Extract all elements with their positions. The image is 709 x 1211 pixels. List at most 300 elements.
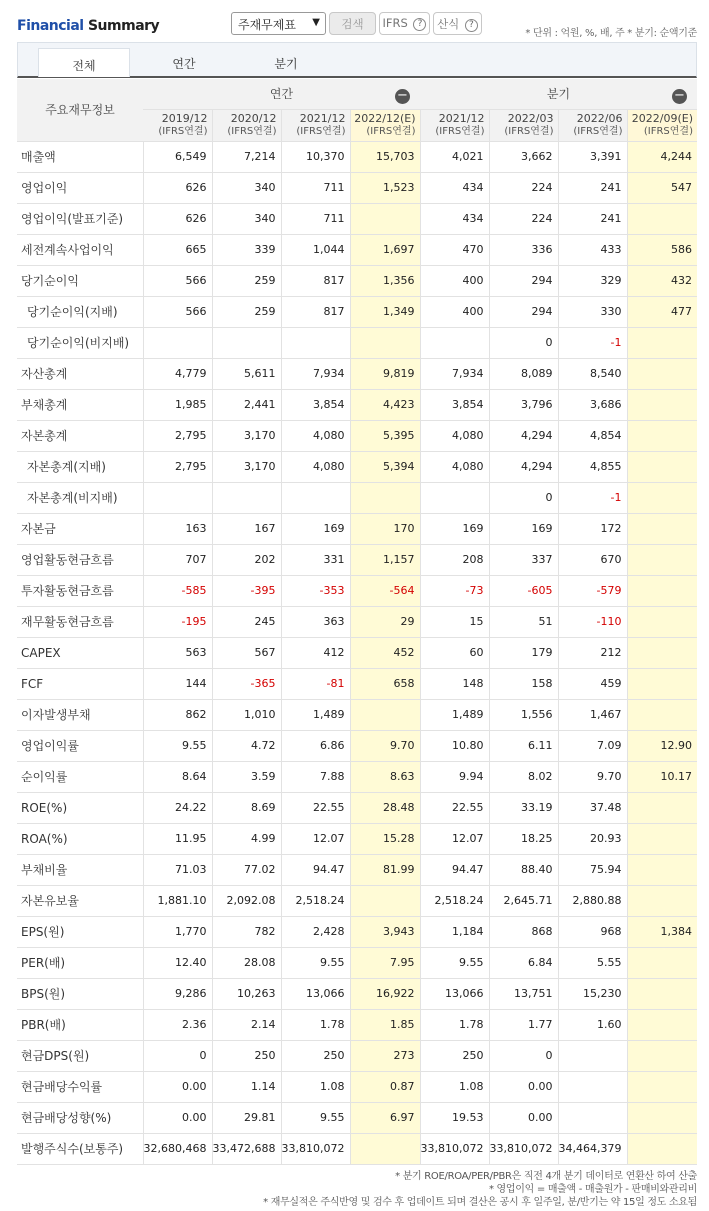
- table-cell: [350, 327, 420, 358]
- table-cell: 9,819: [350, 358, 420, 389]
- table-cell: 547: [627, 172, 697, 203]
- table-row: [17, 1040, 697, 1071]
- tab-annual[interactable]: 연간: [172, 57, 196, 71]
- column-header: [350, 109, 420, 141]
- table-cell: 94.47: [420, 854, 489, 885]
- table-cell: 707: [143, 544, 212, 575]
- table-cell: 626: [143, 203, 212, 234]
- table-row: [17, 1009, 697, 1040]
- table-cell: 163: [143, 513, 212, 544]
- column-header: [558, 109, 627, 141]
- table-cell: 2,428: [281, 916, 350, 947]
- row-label: 이자발생부채: [17, 699, 143, 730]
- table-cell: 862: [143, 699, 212, 730]
- table-row: [17, 420, 697, 451]
- table-cell: -195: [143, 606, 212, 637]
- table-cell: 7.95: [350, 947, 420, 978]
- table-cell: 0.00: [143, 1071, 212, 1102]
- table-cell: 626: [143, 172, 212, 203]
- table-cell: 336: [489, 234, 558, 265]
- table-cell: 75.94: [558, 854, 627, 885]
- row-label: 재무활동현금흐름: [17, 606, 143, 637]
- table-cell: -1: [558, 482, 627, 513]
- table-cell: [350, 482, 420, 513]
- table-cell: 169: [420, 513, 489, 544]
- row-label: 현금배당수익률: [17, 1071, 143, 1102]
- table-cell: 241: [558, 203, 627, 234]
- collapse-quarter-icon[interactable]: −: [672, 89, 687, 104]
- table-cell: 868: [489, 916, 558, 947]
- table-cell: 9.70: [350, 730, 420, 761]
- table-cell: 2,518.24: [281, 885, 350, 916]
- period-tabs: [17, 42, 697, 78]
- table-cell: 15: [420, 606, 489, 637]
- brand-part1: Financial: [17, 18, 84, 34]
- table-row: [17, 761, 697, 792]
- table-row: [17, 234, 697, 265]
- table-cell: 567: [212, 637, 281, 668]
- column-basis: (IFRS연결): [158, 126, 208, 137]
- table-cell: 477: [627, 296, 697, 327]
- table-cell: [627, 1040, 697, 1071]
- table-cell: 18.25: [489, 823, 558, 854]
- column-period: 2019/12: [161, 112, 208, 125]
- table-cell: -579: [558, 575, 627, 606]
- row-label: EPS(원): [17, 916, 143, 947]
- column-header: [420, 109, 489, 141]
- table-cell: 4,080: [420, 420, 489, 451]
- table-cell: 566: [143, 296, 212, 327]
- table-cell: 29.81: [212, 1102, 281, 1133]
- table-cell: [627, 203, 697, 234]
- table-cell: [143, 482, 212, 513]
- ifrs-help-button[interactable]: [379, 12, 430, 35]
- table-cell: 1,697: [350, 234, 420, 265]
- table-cell: 3,662: [489, 141, 558, 172]
- column-header: [627, 109, 697, 141]
- table-cell: 4,294: [489, 420, 558, 451]
- table-cell: [558, 1071, 627, 1102]
- row-label: 자본유보율: [17, 885, 143, 916]
- table-row: [17, 947, 697, 978]
- table-cell: 33,810,072: [420, 1133, 489, 1164]
- table-cell: [627, 420, 697, 451]
- table-cell: 0: [489, 1040, 558, 1071]
- table-cell: 241: [558, 172, 627, 203]
- table-cell: 1,349: [350, 296, 420, 327]
- row-label: FCF: [17, 668, 143, 699]
- row-label: 세전계속사업이익: [17, 234, 143, 265]
- table-cell: 28.48: [350, 792, 420, 823]
- table-cell: 6.86: [281, 730, 350, 761]
- table-cell: 4.72: [212, 730, 281, 761]
- table-cell: 94.47: [281, 854, 350, 885]
- table-cell: [420, 327, 489, 358]
- table-cell: 15.28: [350, 823, 420, 854]
- table-cell: 22.55: [420, 792, 489, 823]
- table-cell: 3,854: [281, 389, 350, 420]
- table-cell: 400: [420, 296, 489, 327]
- table-cell: 2,795: [143, 420, 212, 451]
- table-cell: 1.14: [212, 1071, 281, 1102]
- table-cell: 665: [143, 234, 212, 265]
- table-cell: [627, 947, 697, 978]
- column-period: 2020/12: [230, 112, 277, 125]
- table-cell: 33,472,688: [212, 1133, 281, 1164]
- column-header: [143, 109, 212, 141]
- row-label: CAPEX: [17, 637, 143, 668]
- table-cell: 1,881.10: [143, 885, 212, 916]
- table-cell: 470: [420, 234, 489, 265]
- row-label: 투자활동현금흐름: [17, 575, 143, 606]
- table-cell: 1.08: [420, 1071, 489, 1102]
- table-row: [17, 172, 697, 203]
- table-cell: 7,214: [212, 141, 281, 172]
- table-row: [17, 327, 697, 358]
- row-label: 자본총계(지배): [17, 451, 143, 482]
- table-cell: 1,157: [350, 544, 420, 575]
- table-cell: 2,518.24: [420, 885, 489, 916]
- table-row: [17, 451, 697, 482]
- column-period: 2022/09(E): [631, 112, 693, 125]
- column-basis: (IFRS연결): [643, 126, 693, 137]
- table-cell: 8,089: [489, 358, 558, 389]
- table-row: [17, 885, 697, 916]
- table-cell: 3,943: [350, 916, 420, 947]
- table-cell: 1,467: [558, 699, 627, 730]
- table-cell: 6.11: [489, 730, 558, 761]
- table-cell: 1.08: [281, 1071, 350, 1102]
- table-cell: [627, 668, 697, 699]
- table-cell: 33,810,072: [281, 1133, 350, 1164]
- annual-group-label: 연간: [269, 87, 294, 102]
- table-cell: 13,751: [489, 978, 558, 1009]
- table-cell: 158: [489, 668, 558, 699]
- table-cell: 434: [420, 203, 489, 234]
- row-label: ROE(%): [17, 792, 143, 823]
- table-cell: 0.00: [489, 1071, 558, 1102]
- row-label: 자본총계(비지배): [17, 482, 143, 513]
- table-cell: 9,286: [143, 978, 212, 1009]
- table-cell: 670: [558, 544, 627, 575]
- table-cell: 1,985: [143, 389, 212, 420]
- table-cell: 13,066: [420, 978, 489, 1009]
- table-cell: 563: [143, 637, 212, 668]
- table-cell: [627, 575, 697, 606]
- table-cell: -110: [558, 606, 627, 637]
- table-cell: 711: [281, 172, 350, 203]
- row-label: 당기순이익(지배): [17, 296, 143, 327]
- table-cell: 1.78: [281, 1009, 350, 1040]
- table-cell: 33,810,072: [489, 1133, 558, 1164]
- table-cell: 0: [489, 482, 558, 513]
- row-label: 부채비율: [17, 854, 143, 885]
- table-cell: 9.55: [281, 947, 350, 978]
- table-row: [17, 730, 697, 761]
- table-cell: 28.08: [212, 947, 281, 978]
- toolbar: [0, 0, 709, 44]
- table-cell: 24.22: [143, 792, 212, 823]
- table-cell: [627, 544, 697, 575]
- table-cell: [350, 885, 420, 916]
- column-period: 2022/03: [507, 112, 554, 125]
- table-cell: 8.69: [212, 792, 281, 823]
- table-cell: 7,934: [420, 358, 489, 389]
- table-cell: 169: [281, 513, 350, 544]
- table-cell: 2.36: [143, 1009, 212, 1040]
- table-cell: 1.60: [558, 1009, 627, 1040]
- table-cell: 4,294: [489, 451, 558, 482]
- table-cell: [627, 885, 697, 916]
- statement-select[interactable]: [231, 12, 326, 35]
- table-cell: 968: [558, 916, 627, 947]
- table-cell: 8.63: [350, 761, 420, 792]
- table-cell: 337: [489, 544, 558, 575]
- table-row: [17, 265, 697, 296]
- table-cell: 6,549: [143, 141, 212, 172]
- table-cell: 9.55: [420, 947, 489, 978]
- table-cell: 15,230: [558, 978, 627, 1009]
- table-cell: 9.70: [558, 761, 627, 792]
- table-cell: 7.88: [281, 761, 350, 792]
- table-cell: -353: [281, 575, 350, 606]
- column-period: 2021/12: [438, 112, 485, 125]
- table-cell: 339: [212, 234, 281, 265]
- table-cell: [627, 451, 697, 482]
- table-cell: [350, 1133, 420, 1164]
- table-cell: 5.55: [558, 947, 627, 978]
- table-cell: 37.48: [558, 792, 627, 823]
- table-cell: 2,092.08: [212, 885, 281, 916]
- table-cell: 400: [420, 265, 489, 296]
- table-cell: 13,066: [281, 978, 350, 1009]
- table-cell: 144: [143, 668, 212, 699]
- formula-label: 산식: [437, 17, 460, 31]
- table-cell: 2,441: [212, 389, 281, 420]
- table-cell: [281, 482, 350, 513]
- table-cell: 3,391: [558, 141, 627, 172]
- footnote: * 분기 ROE/ROA/PER/PBR은 직전 4개 분기 데이터로 연환산 하여 산출: [395, 1171, 697, 1182]
- table-cell: 16,922: [350, 978, 420, 1009]
- table-cell: 170: [350, 513, 420, 544]
- row-label: 당기순이익: [17, 265, 143, 296]
- table-cell: 60: [420, 637, 489, 668]
- tab-all[interactable]: 전체: [38, 48, 130, 77]
- column-basis: (IFRS연결): [435, 126, 485, 137]
- table-row: [17, 141, 697, 172]
- row-label: 자산총계: [17, 358, 143, 389]
- table-cell: 12.90: [627, 730, 697, 761]
- table-cell: 433: [558, 234, 627, 265]
- table-cell: 412: [281, 637, 350, 668]
- table-cell: 432: [627, 265, 697, 296]
- table-cell: 3.59: [212, 761, 281, 792]
- row-label: 현금배당성향(%): [17, 1102, 143, 1133]
- tab-quarter[interactable]: 분기: [274, 57, 298, 71]
- table-cell: 0.00: [143, 1102, 212, 1133]
- table-cell: 4,854: [558, 420, 627, 451]
- table-cell: -81: [281, 668, 350, 699]
- table-cell: [350, 203, 420, 234]
- table-cell: 250: [212, 1040, 281, 1071]
- table-cell: 10,370: [281, 141, 350, 172]
- row-label: 순이익률: [17, 761, 143, 792]
- table-cell: [627, 513, 697, 544]
- table-cell: 250: [420, 1040, 489, 1071]
- row-label: BPS(원): [17, 978, 143, 1009]
- table-row: [17, 916, 697, 947]
- table-cell: 1,184: [420, 916, 489, 947]
- table-cell: 3,854: [420, 389, 489, 420]
- column-basis: (IFRS연결): [366, 126, 416, 137]
- footnotes: [263, 1170, 697, 1209]
- table-cell: 658: [350, 668, 420, 699]
- table-cell: 1.77: [489, 1009, 558, 1040]
- row-label: 부채총계: [17, 389, 143, 420]
- table-cell: 0: [143, 1040, 212, 1071]
- table-row: [17, 668, 697, 699]
- table-cell: 259: [212, 296, 281, 327]
- table-row: [17, 699, 697, 730]
- table-cell: 224: [489, 172, 558, 203]
- table-cell: [627, 606, 697, 637]
- unit-note: * 단위 : 억원, %, 배, 주 * 분기: 순액기준: [525, 28, 697, 39]
- row-label: 영업활동현금흐름: [17, 544, 143, 575]
- table-row: [17, 1102, 697, 1133]
- table-row: [17, 854, 697, 885]
- table-cell: 5,394: [350, 451, 420, 482]
- table-cell: [627, 637, 697, 668]
- table-cell: 566: [143, 265, 212, 296]
- table-row: [17, 575, 697, 606]
- table-cell: 329: [558, 265, 627, 296]
- table-cell: 15,703: [350, 141, 420, 172]
- table-cell: 2,880.88: [558, 885, 627, 916]
- column-period: 2021/12: [299, 112, 346, 125]
- table-cell: [627, 389, 697, 420]
- formula-help-button[interactable]: [433, 12, 482, 35]
- table-cell: 1,489: [281, 699, 350, 730]
- table-cell: [627, 1009, 697, 1040]
- table-cell: 32,680,468: [143, 1133, 212, 1164]
- table-cell: 1.78: [420, 1009, 489, 1040]
- collapse-annual-icon[interactable]: −: [395, 89, 410, 104]
- question-icon: ?: [413, 18, 426, 31]
- row-label: 당기순이익(비지배): [17, 327, 143, 358]
- table-cell: 12.07: [420, 823, 489, 854]
- table-cell: 259: [212, 265, 281, 296]
- table-cell: 3,796: [489, 389, 558, 420]
- brand-part2: Summary: [87, 18, 160, 34]
- table-cell: 10.17: [627, 761, 697, 792]
- table-cell: 4,080: [420, 451, 489, 482]
- table-row: [17, 482, 697, 513]
- table-cell: 1,489: [420, 699, 489, 730]
- table-cell: 6.84: [489, 947, 558, 978]
- quarter-group-label: 분기: [546, 87, 571, 102]
- footnote: * 재무실적은 주식반영 및 검수 후 업데이트 되며 결산은 공시 후 일주일, 분/반기는 약 15일 정도 소요됨: [263, 1197, 697, 1208]
- search-button[interactable]: 검색: [329, 12, 376, 35]
- row-label: PBR(배): [17, 1009, 143, 1040]
- row-label: 현금DPS(원): [17, 1040, 143, 1071]
- table-cell: 340: [212, 172, 281, 203]
- table-cell: 1,044: [281, 234, 350, 265]
- table-cell: [627, 854, 697, 885]
- table-cell: 294: [489, 265, 558, 296]
- table-cell: [627, 978, 697, 1009]
- table-cell: 434: [420, 172, 489, 203]
- column-period: 2022/12(E): [354, 112, 416, 125]
- corner-header: 주요재무정보: [17, 79, 143, 141]
- table-cell: 3,170: [212, 451, 281, 482]
- table-row: [17, 544, 697, 575]
- column-header: [212, 109, 281, 141]
- table-cell: 1,770: [143, 916, 212, 947]
- table-cell: 88.40: [489, 854, 558, 885]
- table-cell: 452: [350, 637, 420, 668]
- page-title: [17, 18, 159, 34]
- table-cell: 294: [489, 296, 558, 327]
- table-cell: [627, 792, 697, 823]
- column-basis: (IFRS연결): [296, 126, 346, 137]
- table-cell: 8.64: [143, 761, 212, 792]
- table-cell: 4,779: [143, 358, 212, 389]
- table-cell: -605: [489, 575, 558, 606]
- table-cell: 4,244: [627, 141, 697, 172]
- annual-group-header: [143, 79, 420, 109]
- row-label: PER(배): [17, 947, 143, 978]
- table-cell: 0.87: [350, 1071, 420, 1102]
- question-icon: ?: [465, 19, 478, 32]
- table-row: [17, 823, 697, 854]
- table-cell: 9.94: [420, 761, 489, 792]
- table-cell: 6.97: [350, 1102, 420, 1133]
- table-cell: 4,080: [281, 451, 350, 482]
- table-cell: [627, 823, 697, 854]
- table-cell: [143, 327, 212, 358]
- table-cell: [281, 327, 350, 358]
- table-cell: -73: [420, 575, 489, 606]
- table-cell: [627, 327, 697, 358]
- table-row: [17, 637, 697, 668]
- quarter-group-header: [420, 79, 697, 109]
- table-cell: 817: [281, 296, 350, 327]
- table-cell: 202: [212, 544, 281, 575]
- column-period: 2022/06: [576, 112, 623, 125]
- table-cell: 4.99: [212, 823, 281, 854]
- column-basis: (IFRS연결): [504, 126, 554, 137]
- table-cell: 782: [212, 916, 281, 947]
- footnote: * 영업이익 = 매출액 - 매출원가 - 판매비와관리비: [488, 1184, 697, 1195]
- table-cell: 148: [420, 668, 489, 699]
- table-cell: 0: [489, 327, 558, 358]
- table-cell: 8.02: [489, 761, 558, 792]
- table-cell: 340: [212, 203, 281, 234]
- table-row: [17, 513, 697, 544]
- ifrs-label: IFRS: [382, 16, 408, 30]
- table-cell: 5,611: [212, 358, 281, 389]
- table-cell: 4,021: [420, 141, 489, 172]
- row-label: ROA(%): [17, 823, 143, 854]
- row-label: 자본총계: [17, 420, 143, 451]
- column-header: [281, 109, 350, 141]
- table-cell: 77.02: [212, 854, 281, 885]
- table-cell: [627, 1102, 697, 1133]
- row-label: 자본금: [17, 513, 143, 544]
- table-cell: 208: [420, 544, 489, 575]
- table-cell: 363: [281, 606, 350, 637]
- table-cell: 10,263: [212, 978, 281, 1009]
